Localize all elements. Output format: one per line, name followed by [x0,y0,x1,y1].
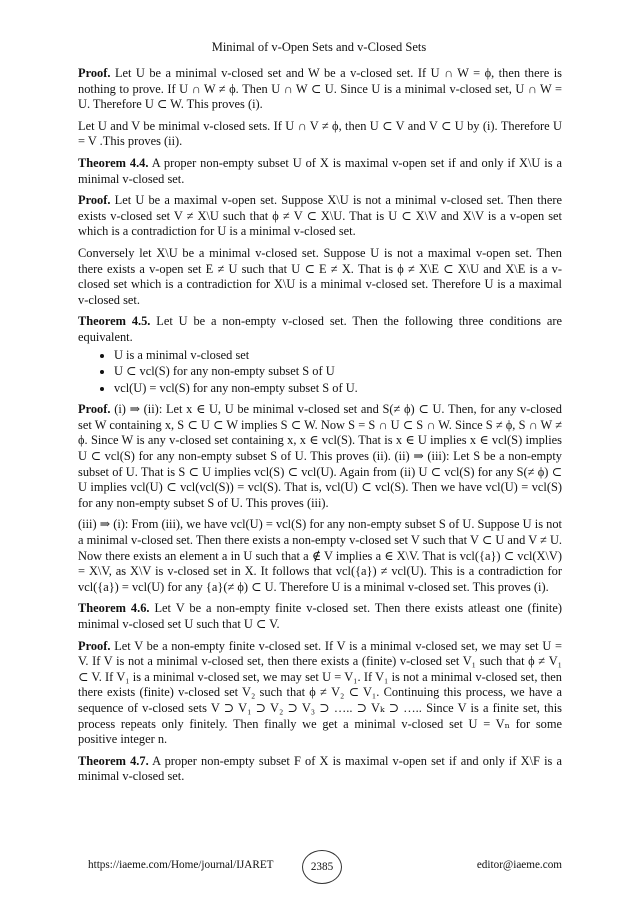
page-footer [78,850,562,884]
paragraph-text: Let U and V be minimal v-closed sets. If U ∩ V ≠ ϕ, then U ⊂ V and V ⊂ U by (i). Therefore U = V .This proves (ii). [78,118,562,149]
condition-item: • U ⊂ vcl(S) for any non-empty subset S of U [114,364,562,380]
running-header: Minimal of v-Open Sets and v-Closed Sets [211,40,427,54]
theorem-label: Theorem 4.6. [78,601,150,616]
paper-body [78,66,562,791]
paragraph-text: (i) ⇒ (ii): Let x ∈ U, U be minimal v-closed set and S(≠ ϕ) ⊂ U. Then, for any v-closed set W containing x, S ⊂ U ⊂ W implies S ⊂ W. Now S = S ∩ U ⊂ S ∩ W. Since S ≠ ϕ, S ∩ W ≠ ϕ. Since W is any v-closed set containing x, x ∈ vcl(S). That is x ∈ U implies x ∈ vcl(S) implies U ⊂ vcl(S) for any non-empty subset S of U. This proves (ii). (ii) ⇒ (iii): Let S be a non-empty subset of U. That is S ⊂ U implies vcl(S) ⊂ vcl(U). Again from (ii) U ⊂ vcl(S) for any S(≠ ϕ) ⊂ U implies vcl(U) ⊂ vcl(vcl(S)) = vcl(S). That is, vcl(U) ⊂ vcl(S). Then we have vcl(U) = vcl(S) for any non-empty subset S of U. This proves (iii). [78,402,562,510]
paragraph-text: Conversely let X\U be a minimal v-closed set. Suppose U is not a maximal v-open set. Then there exists a v-open set E ≠ U such that U ⊂ E ≠ X. That is ϕ ≠ X\E ⊂ X\U and X\E is a v-closed set which is a contradiction for X\U is a minimal v-closed set. Therefore U is a maximal v-closed set. [78,245,562,307]
paragraph [78,193,562,240]
conditions-list [78,348,562,397]
page-number: 2385 [302,850,342,884]
editor-email-link[interactable]: editor@iaeme.com [476,859,562,871]
theorem [78,601,562,632]
paragraph [78,517,562,595]
theorem-text: A proper non-empty subset F of X is maximal v-open set if and only if X\F is a minimal v-closed set. [78,753,562,784]
paragraph-label: Proof. [78,638,111,653]
paragraph [78,246,562,308]
condition-item: • vcl(U) = vcl(S) for any non-empty subset S of U. [114,381,562,397]
theorem-label: Theorem 4.5. [78,314,151,329]
paragraph-label: Proof. [78,66,111,80]
paragraph [78,639,562,748]
theorem [78,156,562,187]
condition-item: • U is a minimal v-closed set [114,348,562,364]
paragraph-text: Let V be a non-empty finite v-closed set. If V is a minimal v-closed set, we may set U = V. If V is not a minimal v-closed set, then there exists a (finite) v-closed set V₁ such that ϕ ≠ V₁ ⊂ V. If V₁ is a minimal v-closed set, we may set U = V₁. If V₁ is not a minimal v-closed set, then there exists (finite) v-closed set V₂ such that ϕ ≠ V₂ ⊂ V₁. Continuing this process, we have a sequence of v-closed sets V ⊃ V₁ ⊃ V₂ ⊃ V₃ ⊃ ….. ⊃ Vₖ ⊃ ….. Since V is a finite set, this process repeats only finitely. Then finally we get a minimal v-closed set U = Vₙ for some positive integer n. [78,638,562,747]
theorem [78,314,562,345]
paragraph-text: Let U be a maximal v-open set. Suppose X\U is not a minimal v-closed set. Then there exists v-closed set V ≠ X\U such that ϕ ≠ V ⊂ X\U. That is U ⊂ X\V and X\V is a v-open set which is a contradiction for U is a minimal v-closed set. [78,193,562,239]
theorem-text: Let V be a non-empty finite v-closed set. Then there exists atleast one (finite) minimal v-closed set U such that U ⊂ V. [78,601,562,631]
theorem-text: Let U be a non-empty v-closed set. Then the following three conditions are equivalent. [78,314,562,344]
theorem-label: Theorem 4.4. [78,155,149,170]
paragraph [78,119,562,150]
paragraph-label: Proof. [78,402,111,417]
theorem-text: A proper non-empty subset U of X is maximal v-open set if and only if X\U is a minimal v-closed set. [78,155,562,186]
journal-url-link[interactable]: https://iaeme.com/Home/journal/IJARET [88,859,274,871]
paragraph [78,402,562,511]
paragraph-label: Proof. [78,193,111,208]
theorem-label: Theorem 4.7. [78,753,149,768]
paragraph [78,66,562,113]
paragraph-text: Let U be a minimal v-closed set and W be a v-closed set. If U ∩ W = ϕ, then there is nothing to prove. If U ∩ W ≠ ϕ. Then U ∩ W ⊂ U. Since U is a minimal v-closed set, U ∩ W = U. Therefore U ⊂ W. This proves (i). [78,66,562,112]
paragraph-text: (iii) ⇒ (i): From (iii), we have vcl(U) = vcl(S) for any non-empty subset S of U. Suppose U is not a minimal v-closed set. Then there exists a non-empty v-closed set V such that V ⊂ U and V ≠ U. Now there exists an element a in U such that a ∉ V implies a ∈ X\V. That is vcl({a}) ⊂ vcl(X\V) = X\V, as X\V is v-closed set in X. It follows that vcl({a}) ≠ vcl(U). This is a contradiction for vcl({a}) = vcl(U) for any {a}(≠ ϕ) ⊂ U. Therefore U is a minimal v-closed set. This proves (i). [78,517,562,594]
theorem [78,754,562,785]
